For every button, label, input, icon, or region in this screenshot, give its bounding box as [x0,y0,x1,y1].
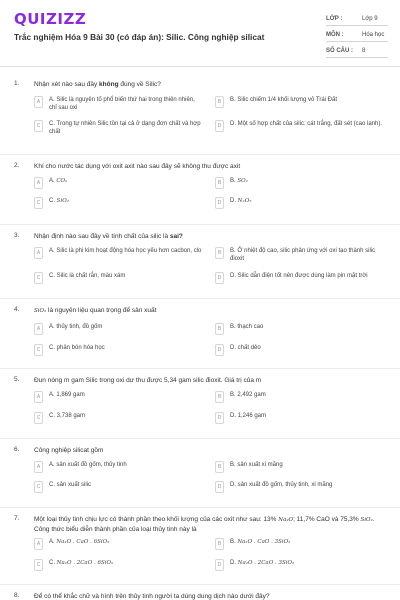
page-title: Trắc nghiệm Hóa 9 Bài 30 (có đáp án): Silic. Công nghiệp silicat [14,32,265,42]
option-label: C. Silic là chất rắn, màu xám [49,273,126,279]
option-label: A. 1,869 gam [49,392,85,398]
option-text [230,324,384,332]
option-text [230,178,384,186]
option-letter-badge: C [34,344,43,356]
option-letter-badge: C [34,197,43,209]
page-header [0,0,400,64]
question-text [34,376,388,385]
option-label: A. [49,178,57,184]
option-text [49,345,203,353]
option-text [49,324,203,332]
meta-value: Lớp 9 [362,16,378,22]
option-letter-badge: A [34,323,43,335]
option-letter-badge: C [34,412,43,424]
option-text [49,560,203,568]
option-letter-badge: B [215,247,224,259]
option-letter-badge: B [215,461,224,473]
question-divider [0,507,400,508]
option-label: C. sản xuất silic [49,482,92,488]
text-run: Để có thể khắc chữ và hình trên thủy tinh người ta dùng dung dịch nào dưới đây? [34,593,270,600]
question-text [34,592,388,600]
formula: Na₂O . CaO . 6SiO₂ [56,539,110,545]
meta-divider [326,25,388,26]
option-letter-badge: A [34,177,43,189]
question-number: 8. [14,592,20,599]
option-letter-badge: B [215,391,224,403]
formula: Na₂O . 2CaO . 6SiO₂ [56,560,114,566]
option-letter-badge: D [215,344,224,356]
option-letter-badge: B [215,538,224,550]
option-label: A. thủy tinh, đồ gốm [49,324,103,330]
option-letter-badge: D [215,481,224,493]
formula: SO₂ [237,178,248,184]
option-text [230,392,384,400]
option-label: C. Trong tự nhiên Silic tồn tại cả ở dạng đơn chất và hợp chất [49,121,201,135]
formula: CO₂ [56,178,68,184]
text-run: đúng về Silic? [118,81,161,88]
option-text [230,560,384,568]
option-letter-badge: C [34,272,43,284]
option-letter-badge: C [34,559,43,571]
option-label: C. [49,198,57,204]
text-run: Nhận định nào sau đây về tính chất của silic là [34,233,170,240]
question-text [34,446,388,455]
option-text [230,482,384,490]
question-text [34,515,388,534]
option-text [49,198,203,206]
question-divider [0,224,400,225]
option-letter-badge: B [215,177,224,189]
option-label: D. 1,246 gam [230,413,267,419]
option-label: B. sản xuất xi măng [230,462,283,468]
question-divider [0,584,400,585]
text-run: Một loại thủy tinh chịu lực có thành phần theo khối lượng của các oxit như sau: 13% [34,516,279,523]
meta-divider [326,41,388,42]
quizizz-logo: QUIZIZZ [14,10,87,28]
option-label: D. [230,560,238,566]
option-label: A. [49,539,57,545]
option-text [49,273,203,281]
option-label: A. Silic là phi kim hoạt động hóa học yếu hơn cacbon, clo [49,248,202,254]
option-letter-badge: D [215,197,224,209]
meta-value: 8 [362,48,366,54]
question-number: 1. [14,80,20,87]
question-number: 4. [14,306,20,313]
option-letter-badge: C [34,481,43,493]
option-label: B. Silic chiếm 1/4 khối lượng vỏ Trái Đất [230,97,337,103]
option-letter-badge: A [34,461,43,473]
option-label: B. [230,539,238,545]
question-number: 3. [14,232,20,239]
option-text [230,539,384,547]
option-letter-badge: C [34,120,43,132]
option-text [49,482,203,490]
question-number: 7. [14,515,20,522]
header-divider [0,66,400,67]
question-text [34,80,388,89]
option-label: D. chất dẻo [230,345,261,351]
text-run: không [99,81,119,88]
meta-label: SỐ CÂU : [326,48,353,54]
question-text [34,232,388,241]
question-number: 5. [14,376,20,383]
option-label: B. 2,492 gam [230,392,266,398]
option-label: C. 3,738 gam [49,413,86,419]
option-label: D. Silic dẫn điện tốt nên được dùng làm pin mặt trời [230,273,368,279]
option-letter-badge: B [215,96,224,108]
option-text [49,121,203,136]
formula: N₂O₅ [237,198,252,204]
option-text [230,462,384,470]
option-letter-badge: B [215,323,224,335]
option-label: D. [230,198,238,204]
option-label: B. [230,178,238,184]
option-label: A. sản xuất đồ gốm, thủy tinh [49,462,127,468]
option-label: C. phân bón hóa học [49,345,105,351]
option-label: C. [49,560,57,566]
text-run: ; 11,7% CaO và 75,3% [293,516,361,523]
meta-divider [326,57,388,58]
question-divider [0,298,400,299]
text-run: là nguyên liệu quan trọng để sản xuất [46,307,157,314]
option-text [230,413,384,421]
question-divider [0,368,400,369]
option-letter-badge: D [215,120,224,132]
formula: Na₂O . 2CaO . 3SiO₂ [237,560,295,566]
option-letter-badge: D [215,272,224,284]
option-text [49,392,203,400]
option-letter-badge: D [215,412,224,424]
text-run: Đun nóng m gam Silic trong oxi dư thu được 5,34 gam silic đioxit. Giá trị của m [34,377,262,384]
formula: Na₂O [278,517,294,523]
text-run: Nhận xét nào sau đây [34,81,100,88]
meta-label: LỚP : [326,16,343,22]
option-letter-badge: A [34,391,43,403]
option-text [230,121,384,129]
option-label: D. sản xuất đồ gốm, thủy tinh, xi măng [230,482,333,488]
option-text [230,97,384,105]
option-text [49,248,203,256]
option-text [49,462,203,470]
formula: Na₂O . CaO . 3SiO₂ [237,539,291,545]
option-label: A. Silic là nguyên tố phổ biến thứ hai trong thiên nhiên, chỉ sau oxi [49,97,195,111]
question-divider [0,154,400,155]
option-label: B. thạch cao [230,324,264,330]
option-label: D. Một số hợp chất của silic: cát trắng, đất sét (cao lanh). [230,121,383,127]
formula: SiO₂ [56,198,69,204]
question-text [34,306,388,316]
option-label: B. Ở nhiệt độ cao, silic phản ứng với oxi tạo thành silic đioxit [230,248,376,262]
question-divider [0,438,400,439]
option-text [49,413,203,421]
option-letter-badge: A [34,96,43,108]
option-text [230,248,384,263]
option-text [49,539,203,547]
option-text [230,345,384,353]
option-letter-badge: D [215,559,224,571]
text-run: sai? [169,233,183,240]
option-text [230,198,384,206]
meta-value: Hóa học [362,32,385,38]
option-text [49,97,203,112]
formula: SiO₂ [34,308,47,314]
question-number: 2. [14,162,20,169]
text-run: . Công thức biểu diễn thành phần của loại thủy tinh này là [34,516,375,533]
meta-label: MÔN : [326,32,344,38]
option-letter-badge: A [34,538,43,550]
question-number: 6. [14,446,20,453]
option-text [49,178,203,186]
text-run: Công nghiệp silicat gồm [34,447,104,454]
formula: SiO₂ [360,517,373,523]
text-run: Khí cho nước tác dụng với oxit axit nào sau đây sẽ không thu được axit [34,163,241,170]
option-letter-badge: A [34,247,43,259]
question-text [34,162,388,171]
option-text [230,273,384,281]
